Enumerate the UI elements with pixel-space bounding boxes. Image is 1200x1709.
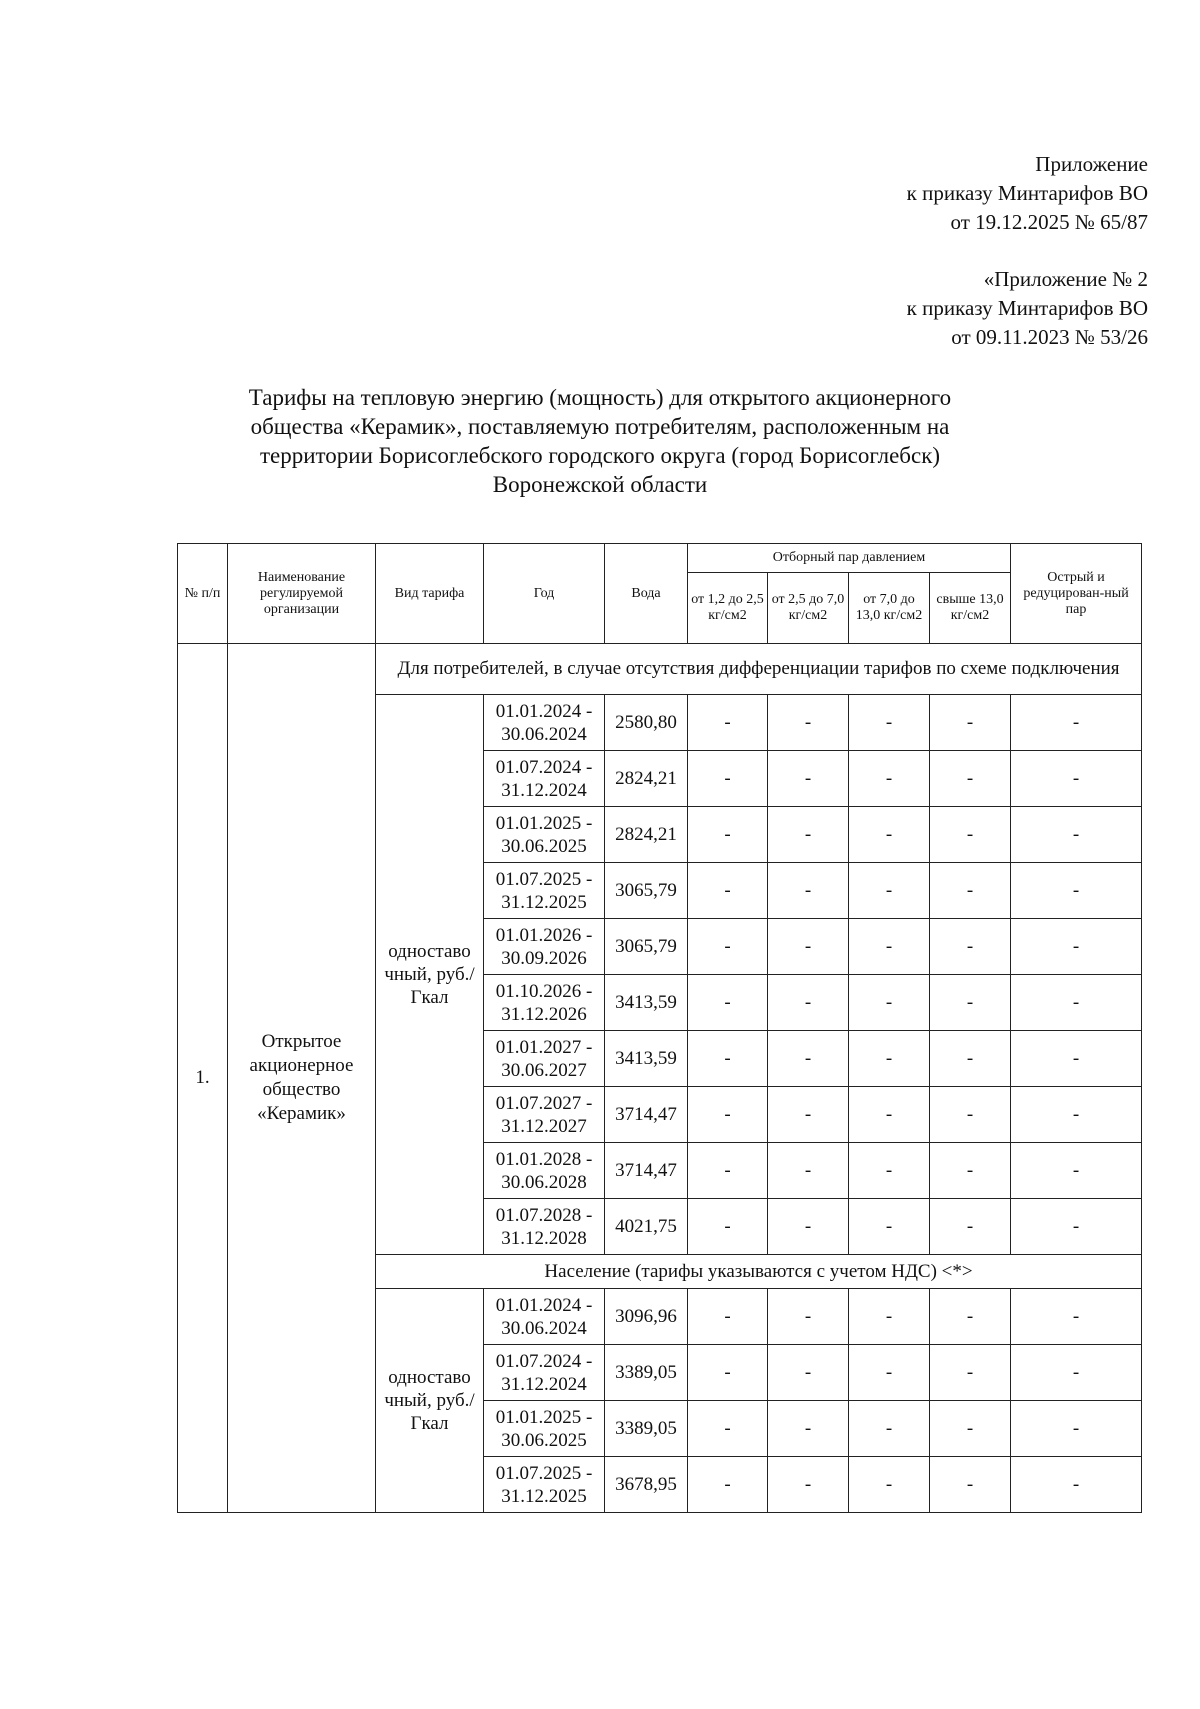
section-heading: Население (тарифы указываются с учетом НДС) <*> bbox=[376, 1255, 1142, 1289]
steam-1-value: - bbox=[688, 751, 768, 807]
tariff-table bbox=[177, 543, 1142, 1513]
period-end: 30.06.2025 bbox=[501, 1429, 587, 1451]
period-end: 30.06.2024 bbox=[501, 723, 587, 745]
steam-3-value: - bbox=[849, 1087, 930, 1143]
steam-4-value: - bbox=[930, 1143, 1011, 1199]
period-start: 01.07.2025 - bbox=[495, 868, 593, 890]
period-start: 01.01.2024 - bbox=[495, 1294, 593, 1316]
steam-4-value: - bbox=[930, 751, 1011, 807]
steam-4-value: - bbox=[930, 975, 1011, 1031]
steam-2-value: - bbox=[768, 1289, 849, 1345]
steam-1-value: - bbox=[688, 695, 768, 751]
period-end: 31.12.2026 bbox=[501, 1003, 587, 1025]
appendix-current-line1: Приложение bbox=[1035, 152, 1148, 176]
period-cell bbox=[484, 1199, 605, 1255]
header-water: Вода bbox=[605, 544, 688, 644]
period-start: 01.01.2028 - bbox=[495, 1148, 593, 1170]
water-value: 2580,80 bbox=[605, 695, 688, 751]
period-cell bbox=[484, 695, 605, 751]
steam-2-value: - bbox=[768, 1031, 849, 1087]
water-value: 3065,79 bbox=[605, 863, 688, 919]
steam-4-value: - bbox=[930, 695, 1011, 751]
water-value: 3714,47 bbox=[605, 1143, 688, 1199]
steam-2-value: - bbox=[768, 1087, 849, 1143]
steam-2-value: - bbox=[768, 919, 849, 975]
period-end: 30.06.2024 bbox=[501, 1317, 587, 1339]
tariff-type: одноставо чный, руб./Гкал bbox=[376, 1289, 484, 1513]
steam-1-value: - bbox=[688, 1345, 768, 1401]
period-end: 30.06.2027 bbox=[501, 1059, 587, 1081]
period-start: 01.01.2027 - bbox=[495, 1036, 593, 1058]
period-end: 30.06.2028 bbox=[501, 1171, 587, 1193]
period-end: 30.09.2026 bbox=[501, 947, 587, 969]
header-steam-2: от 2,5 до 7,0 кг/см2 bbox=[768, 573, 849, 644]
period-end: 31.12.2025 bbox=[501, 891, 587, 913]
appendix-current-line2: к приказу Минтарифов ВО bbox=[906, 181, 1148, 205]
period-cell bbox=[484, 751, 605, 807]
steam-3-value: - bbox=[849, 1401, 930, 1457]
period-cell bbox=[484, 807, 605, 863]
period-start: 01.07.2024 - bbox=[495, 1350, 593, 1372]
steam-3-value: - bbox=[849, 1345, 930, 1401]
water-value: 3413,59 bbox=[605, 1031, 688, 1087]
header-steam-1: от 1,2 до 2,5 кг/см2 bbox=[688, 573, 768, 644]
water-value: 2824,21 bbox=[605, 751, 688, 807]
document-title bbox=[160, 383, 1040, 499]
steam-3-value: - bbox=[849, 1457, 930, 1513]
sharp-steam-value: - bbox=[1011, 807, 1142, 863]
period-start: 01.01.2024 - bbox=[495, 700, 593, 722]
period-start: 01.07.2024 - bbox=[495, 756, 593, 778]
sharp-steam-value: - bbox=[1011, 1401, 1142, 1457]
organization-name: Открытое акционерное общество «Керамик» bbox=[228, 644, 376, 1513]
water-value: 3714,47 bbox=[605, 1087, 688, 1143]
steam-4-value: - bbox=[930, 1031, 1011, 1087]
steam-3-value: - bbox=[849, 695, 930, 751]
sharp-steam-value: - bbox=[1011, 975, 1142, 1031]
steam-2-value: - bbox=[768, 1143, 849, 1199]
appendix-previous-block bbox=[907, 265, 1148, 352]
header-organization: Наименование регулируемой организации bbox=[228, 544, 376, 644]
steam-1-value: - bbox=[688, 1401, 768, 1457]
title-line4: Воронежской области bbox=[492, 472, 708, 497]
steam-3-value: - bbox=[849, 919, 930, 975]
period-end: 30.06.2025 bbox=[501, 835, 587, 857]
steam-3-value: - bbox=[849, 807, 930, 863]
steam-3-value: - bbox=[849, 975, 930, 1031]
sharp-steam-value: - bbox=[1011, 1031, 1142, 1087]
sharp-steam-value: - bbox=[1011, 1345, 1142, 1401]
appendix-current-line3: от 19.12.2025 № 65/87 bbox=[950, 210, 1148, 234]
header-steam-4: свыше 13,0 кг/см2 bbox=[930, 573, 1011, 644]
steam-4-value: - bbox=[930, 807, 1011, 863]
steam-2-value: - bbox=[768, 1401, 849, 1457]
appendix-previous-line2: к приказу Минтарифов ВО bbox=[906, 296, 1148, 320]
steam-1-value: - bbox=[688, 1457, 768, 1513]
steam-4-value: - bbox=[930, 1087, 1011, 1143]
steam-3-value: - bbox=[849, 751, 930, 807]
header-steam-group: Отборный пар давлением bbox=[688, 544, 1011, 573]
period-cell bbox=[484, 1401, 605, 1457]
title-line2: общества «Керамик», поставляемую потребителям, расположенным на bbox=[250, 414, 950, 439]
steam-1-value: - bbox=[688, 1087, 768, 1143]
header-row-top bbox=[178, 544, 1142, 573]
period-cell bbox=[484, 1289, 605, 1345]
steam-1-value: - bbox=[688, 975, 768, 1031]
steam-1-value: - bbox=[688, 1143, 768, 1199]
sharp-steam-value: - bbox=[1011, 1457, 1142, 1513]
period-cell bbox=[484, 863, 605, 919]
period-start: 01.10.2026 - bbox=[495, 980, 593, 1002]
period-cell bbox=[484, 1087, 605, 1143]
water-value: 3389,05 bbox=[605, 1401, 688, 1457]
steam-2-value: - bbox=[768, 1199, 849, 1255]
steam-2-value: - bbox=[768, 863, 849, 919]
title-line1: Тарифы на тепловую энергию (мощность) для открытого акционерного bbox=[248, 385, 952, 410]
water-value: 3065,79 bbox=[605, 919, 688, 975]
period-start: 01.01.2025 - bbox=[495, 1406, 593, 1428]
water-value: 3389,05 bbox=[605, 1345, 688, 1401]
header-num: № п/п bbox=[178, 544, 228, 644]
period-end: 31.12.2024 bbox=[501, 1373, 587, 1395]
period-end: 31.12.2024 bbox=[501, 779, 587, 801]
steam-2-value: - bbox=[768, 1457, 849, 1513]
steam-2-value: - bbox=[768, 1345, 849, 1401]
sharp-steam-value: - bbox=[1011, 863, 1142, 919]
steam-4-value: - bbox=[930, 1199, 1011, 1255]
period-cell bbox=[484, 1143, 605, 1199]
water-value: 3678,95 bbox=[605, 1457, 688, 1513]
period-end: 31.12.2027 bbox=[501, 1115, 587, 1137]
title-line3: территории Борисоглебского городского округа (город Борисоглебск) bbox=[259, 443, 941, 468]
steam-3-value: - bbox=[849, 1143, 930, 1199]
sharp-steam-value: - bbox=[1011, 919, 1142, 975]
steam-4-value: - bbox=[930, 1457, 1011, 1513]
header-tariff-type: Вид тарифа bbox=[376, 544, 484, 644]
period-cell bbox=[484, 975, 605, 1031]
appendix-previous-line1: «Приложение № 2 bbox=[983, 267, 1148, 291]
sharp-steam-value: - bbox=[1011, 1143, 1142, 1199]
steam-1-value: - bbox=[688, 1031, 768, 1087]
header-sharp-steam: Острый и редуцирован-ный пар bbox=[1011, 544, 1142, 644]
steam-2-value: - bbox=[768, 807, 849, 863]
appendix-current-block bbox=[907, 150, 1148, 237]
sharp-steam-value: - bbox=[1011, 695, 1142, 751]
period-end: 31.12.2025 bbox=[501, 1485, 587, 1507]
period-start: 01.01.2025 - bbox=[495, 812, 593, 834]
period-start: 01.07.2025 - bbox=[495, 1462, 593, 1484]
steam-1-value: - bbox=[688, 1199, 768, 1255]
period-cell bbox=[484, 1345, 605, 1401]
steam-4-value: - bbox=[930, 863, 1011, 919]
period-start: 01.07.2028 - bbox=[495, 1204, 593, 1226]
steam-2-value: - bbox=[768, 751, 849, 807]
steam-3-value: - bbox=[849, 1031, 930, 1087]
steam-4-value: - bbox=[930, 1345, 1011, 1401]
steam-2-value: - bbox=[768, 695, 849, 751]
section-heading-row bbox=[178, 644, 1142, 695]
tariff-type: одноставо чный, руб./Гкал bbox=[376, 695, 484, 1255]
steam-1-value: - bbox=[688, 919, 768, 975]
water-value: 3096,96 bbox=[605, 1289, 688, 1345]
header-steam-3: от 7,0 до 13,0 кг/см2 bbox=[849, 573, 930, 644]
period-end: 31.12.2028 bbox=[501, 1227, 587, 1249]
steam-1-value: - bbox=[688, 863, 768, 919]
sharp-steam-value: - bbox=[1011, 1087, 1142, 1143]
steam-3-value: - bbox=[849, 1289, 930, 1345]
water-value: 3413,59 bbox=[605, 975, 688, 1031]
steam-4-value: - bbox=[930, 1289, 1011, 1345]
sharp-steam-value: - bbox=[1011, 751, 1142, 807]
period-start: 01.07.2027 - bbox=[495, 1092, 593, 1114]
steam-3-value: - bbox=[849, 1199, 930, 1255]
row-number: 1. bbox=[178, 644, 228, 1513]
period-cell bbox=[484, 919, 605, 975]
steam-1-value: - bbox=[688, 807, 768, 863]
header-year: Год bbox=[484, 544, 605, 644]
section-heading: Для потребителей, в случае отсутствия дифференциации тарифов по схеме подключения bbox=[376, 644, 1142, 695]
period-cell bbox=[484, 1457, 605, 1513]
steam-3-value: - bbox=[849, 863, 930, 919]
steam-2-value: - bbox=[768, 975, 849, 1031]
period-cell bbox=[484, 1031, 605, 1087]
water-value: 4021,75 bbox=[605, 1199, 688, 1255]
period-start: 01.01.2026 - bbox=[495, 924, 593, 946]
water-value: 2824,21 bbox=[605, 807, 688, 863]
steam-1-value: - bbox=[688, 1289, 768, 1345]
steam-4-value: - bbox=[930, 919, 1011, 975]
appendix-previous-line3: от 09.11.2023 № 53/26 bbox=[951, 325, 1148, 349]
sharp-steam-value: - bbox=[1011, 1199, 1142, 1255]
sharp-steam-value: - bbox=[1011, 1289, 1142, 1345]
steam-4-value: - bbox=[930, 1401, 1011, 1457]
